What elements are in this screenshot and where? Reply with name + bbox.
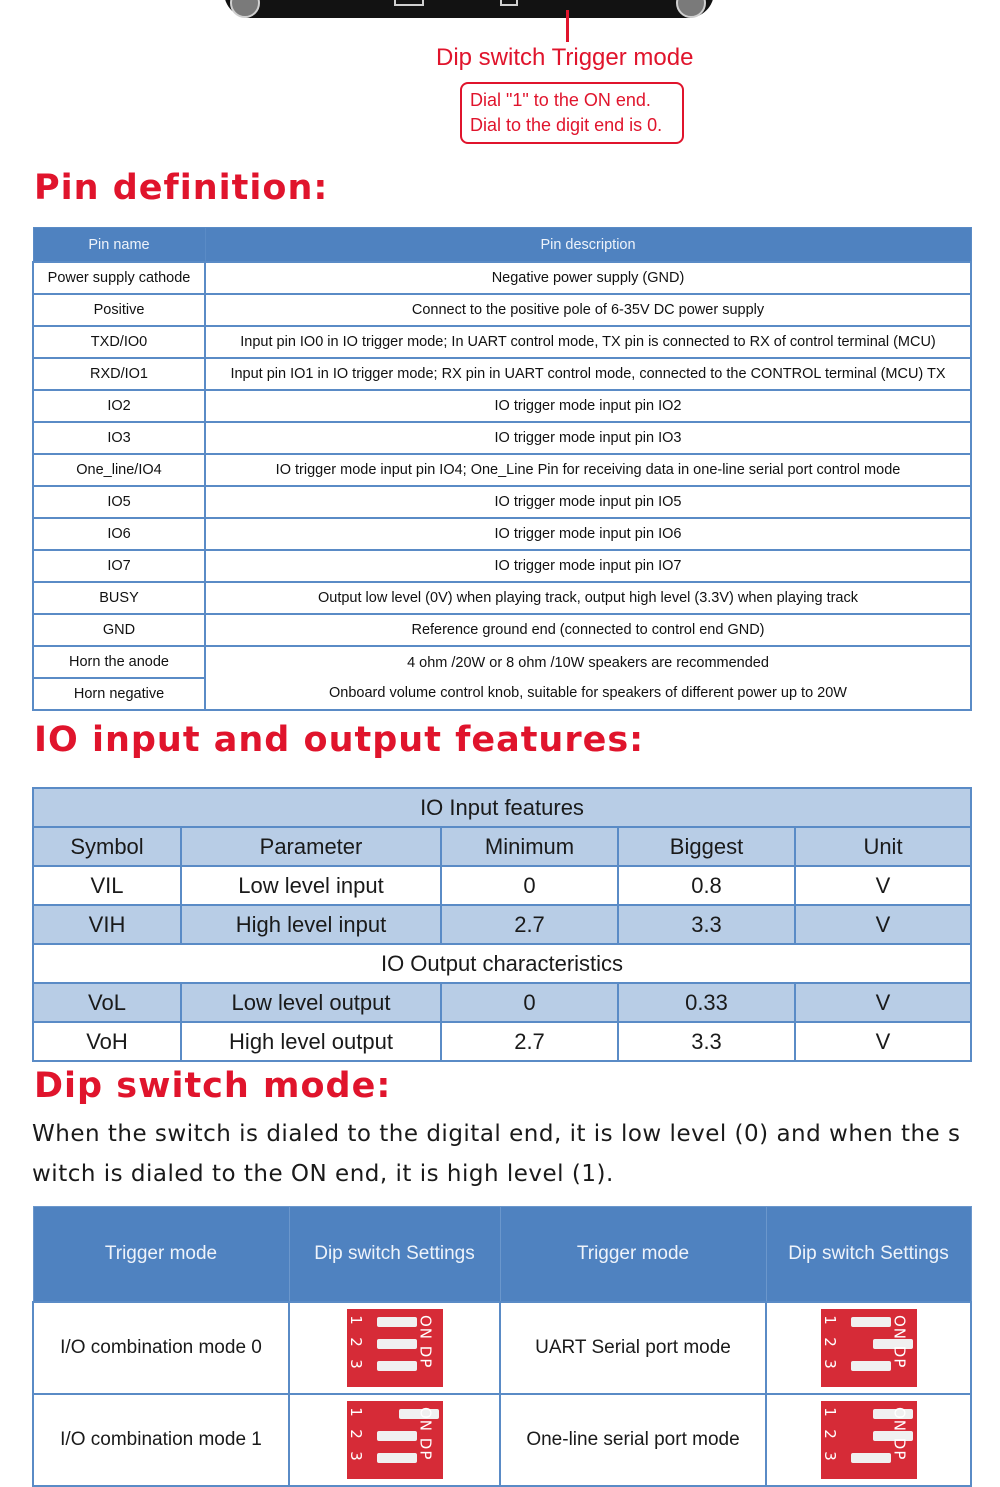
- callout-line: Dial "1" to the ON end.: [470, 90, 651, 110]
- pin-description-cell: IO trigger mode input pin IO6: [205, 518, 971, 550]
- table-cell: V: [795, 1022, 971, 1061]
- table-row: [33, 1022, 971, 1061]
- dip-mode-description: When the switch is dialed to the digital end, it is low level (0) and when the s witch is dialed to the ON end, it is high level (1).: [32, 1121, 961, 1187]
- switch-number: 1: [346, 1315, 365, 1325]
- switch-number: 3: [346, 1359, 365, 1369]
- table-cell: 0: [441, 866, 618, 905]
- table-cell: VoH: [33, 1022, 181, 1061]
- dip-switch-image: [347, 1309, 443, 1387]
- pin-description-cell: IO trigger mode input pin IO4; One_Line Pin for receiving data in one-line serial port control mode: [205, 454, 971, 486]
- section-title-pin-definition: Pin definition:: [34, 168, 329, 208]
- pin-description-cell: IO trigger mode input pin IO2: [205, 390, 971, 422]
- callout-title: Dip switch Trigger mode: [436, 44, 694, 71]
- board-component: [500, 0, 518, 6]
- column-header: Biggest: [618, 827, 795, 866]
- pin-name-cell: GND: [33, 614, 205, 646]
- column-header: Dip switch Settings: [289, 1207, 500, 1303]
- switch-number: 1: [820, 1407, 839, 1417]
- switch-on-label: ON DP: [890, 1315, 909, 1369]
- section-title-dip-mode: Dip switch mode:: [34, 1066, 392, 1106]
- pin-name-cell: IO2: [33, 390, 205, 422]
- table-cell: 3.3: [618, 905, 795, 944]
- table-row: [33, 422, 971, 454]
- pin-definition-table: [32, 227, 972, 711]
- table-cell: VIH: [33, 905, 181, 944]
- column-header: Minimum: [441, 827, 618, 866]
- pin-description-cell: [205, 646, 971, 710]
- trigger-mode-cell: UART Serial port mode: [500, 1302, 766, 1394]
- table-cell: V: [795, 866, 971, 905]
- table-cell: VoL: [33, 983, 181, 1022]
- switch-lever: [851, 1361, 891, 1371]
- table-row: [33, 390, 971, 422]
- callout-pointer: [566, 10, 569, 42]
- callout-box: [460, 82, 684, 144]
- pin-description-cell: Output low level (0V) when playing track, output high level (3.3V) when playing track: [205, 582, 971, 614]
- dip-switch-image: [347, 1401, 443, 1479]
- table-row: [33, 358, 971, 390]
- switch-lever: [377, 1317, 417, 1327]
- switch-number: 1: [346, 1407, 365, 1417]
- table-row: [33, 646, 971, 678]
- dip-setting-cell: [766, 1302, 971, 1394]
- table-header-row: [33, 228, 971, 263]
- table-header-row: [33, 1207, 971, 1303]
- table-row: [33, 905, 971, 944]
- switch-number: 2: [820, 1429, 839, 1439]
- table-cell: 3.3: [618, 1022, 795, 1061]
- table-section-title: IO Input features: [33, 788, 971, 827]
- speaker-recommendation: 4 ohm /20W or 8 ohm /10W speakers are recommended: [407, 655, 769, 671]
- table-cell: V: [795, 983, 971, 1022]
- trigger-mode-cell: I/O combination mode 1: [33, 1394, 289, 1486]
- pin-name-cell: Horn the anode: [33, 646, 205, 678]
- pin-name-cell: IO7: [33, 550, 205, 582]
- pin-name-cell: TXD/IO0: [33, 326, 205, 358]
- table-cell: VIL: [33, 866, 181, 905]
- switch-on-label: ON DP: [890, 1407, 909, 1461]
- switch-number: 2: [346, 1429, 365, 1439]
- dip-setting-cell: [289, 1302, 500, 1394]
- switch-lever: [851, 1317, 891, 1327]
- table-cell: Low level input: [181, 866, 441, 905]
- mount-hole: [676, 0, 706, 18]
- column-header: Pin description: [205, 228, 971, 263]
- dip-switch-table: [32, 1206, 972, 1487]
- switch-lever: [377, 1453, 417, 1463]
- pin-description-cell: Reference ground end (connected to control end GND): [205, 614, 971, 646]
- pin-name-cell: Horn negative: [33, 678, 205, 710]
- pin-description-cell: Connect to the positive pole of 6-35V DC power supply: [205, 294, 971, 326]
- dip-switch-image: [821, 1309, 917, 1387]
- pin-description-cell: Input pin IO0 in IO trigger mode; In UART control mode, TX pin is connected to RX of control terminal (MCU): [205, 326, 971, 358]
- switch-number: 1: [820, 1315, 839, 1325]
- pin-name-cell: Power supply cathode: [33, 262, 205, 294]
- trigger-mode-cell: I/O combination mode 0: [33, 1302, 289, 1394]
- dip-setting-cell: [289, 1394, 500, 1486]
- switch-number: 3: [820, 1359, 839, 1369]
- table-cell: 0.33: [618, 983, 795, 1022]
- pin-name-cell: IO3: [33, 422, 205, 454]
- table-cell: High level input: [181, 905, 441, 944]
- table-section-title: IO Output characteristics: [33, 944, 971, 983]
- pin-description-cell: IO trigger mode input pin IO7: [205, 550, 971, 582]
- module-board-image: [224, 0, 714, 18]
- dip-switch-image: [821, 1401, 917, 1479]
- table-cell: High level output: [181, 1022, 441, 1061]
- io-features-table: [32, 787, 972, 1062]
- column-header: Dip switch Settings: [766, 1207, 971, 1303]
- pin-description-cell: Input pin IO1 in IO trigger mode; RX pin in UART control mode, connected to the CONTROL terminal (MCU) TX: [205, 358, 971, 390]
- pin-name-cell: BUSY: [33, 582, 205, 614]
- column-header: Unit: [795, 827, 971, 866]
- pin-name-cell: Positive: [33, 294, 205, 326]
- table-row: [33, 1394, 971, 1486]
- column-header: Trigger mode: [500, 1207, 766, 1303]
- table-cell: 2.7: [441, 905, 618, 944]
- table-row: [33, 550, 971, 582]
- switch-number: 2: [346, 1337, 365, 1347]
- table-header-row: [33, 827, 971, 866]
- table-row: [33, 866, 971, 905]
- pin-description-cell: IO trigger mode input pin IO3: [205, 422, 971, 454]
- table-row: [33, 518, 971, 550]
- table-row: [33, 326, 971, 358]
- table-row: [33, 294, 971, 326]
- column-header: Symbol: [33, 827, 181, 866]
- table-row: [33, 582, 971, 614]
- dip-setting-cell: [766, 1394, 971, 1486]
- switch-number: 3: [820, 1451, 839, 1461]
- table-row: [33, 262, 971, 294]
- callout-line: Dial to the digit end is 0.: [470, 115, 663, 135]
- switch-lever: [377, 1339, 417, 1349]
- switch-lever: [377, 1361, 417, 1371]
- table-cell: V: [795, 905, 971, 944]
- switch-on-label: ON DP: [416, 1315, 435, 1369]
- table-title-row: [33, 788, 971, 827]
- table-row: [33, 454, 971, 486]
- table-cell: 0: [441, 983, 618, 1022]
- switch-number: 2: [820, 1337, 839, 1347]
- table-cell: 0.8: [618, 866, 795, 905]
- mount-hole: [230, 0, 260, 18]
- table-title-row: [33, 944, 971, 983]
- table-cell: Low level output: [181, 983, 441, 1022]
- board-component: [394, 0, 424, 6]
- pin-name-cell: IO6: [33, 518, 205, 550]
- pin-description-cell: Negative power supply (GND): [205, 262, 971, 294]
- column-header: Pin name: [33, 228, 205, 263]
- table-cell: 2.7: [441, 1022, 618, 1061]
- column-header: Trigger mode: [33, 1207, 289, 1303]
- table-row: [33, 1302, 971, 1394]
- switch-on-label: ON DP: [416, 1407, 435, 1461]
- pin-name-cell: IO5: [33, 486, 205, 518]
- switch-number: 3: [346, 1451, 365, 1461]
- table-row: [33, 983, 971, 1022]
- trigger-mode-cell: One-line serial port mode: [500, 1394, 766, 1486]
- pin-name-cell: RXD/IO1: [33, 358, 205, 390]
- pin-description-cell: IO trigger mode input pin IO5: [205, 486, 971, 518]
- volume-note: Onboard volume control knob, suitable for speakers of different power up to 20W: [329, 685, 847, 701]
- section-title-io-features: IO input and output features:: [34, 720, 645, 760]
- column-header: Parameter: [181, 827, 441, 866]
- pin-name-cell: One_line/IO4: [33, 454, 205, 486]
- table-row: [33, 486, 971, 518]
- switch-lever: [851, 1453, 891, 1463]
- table-row: [33, 614, 971, 646]
